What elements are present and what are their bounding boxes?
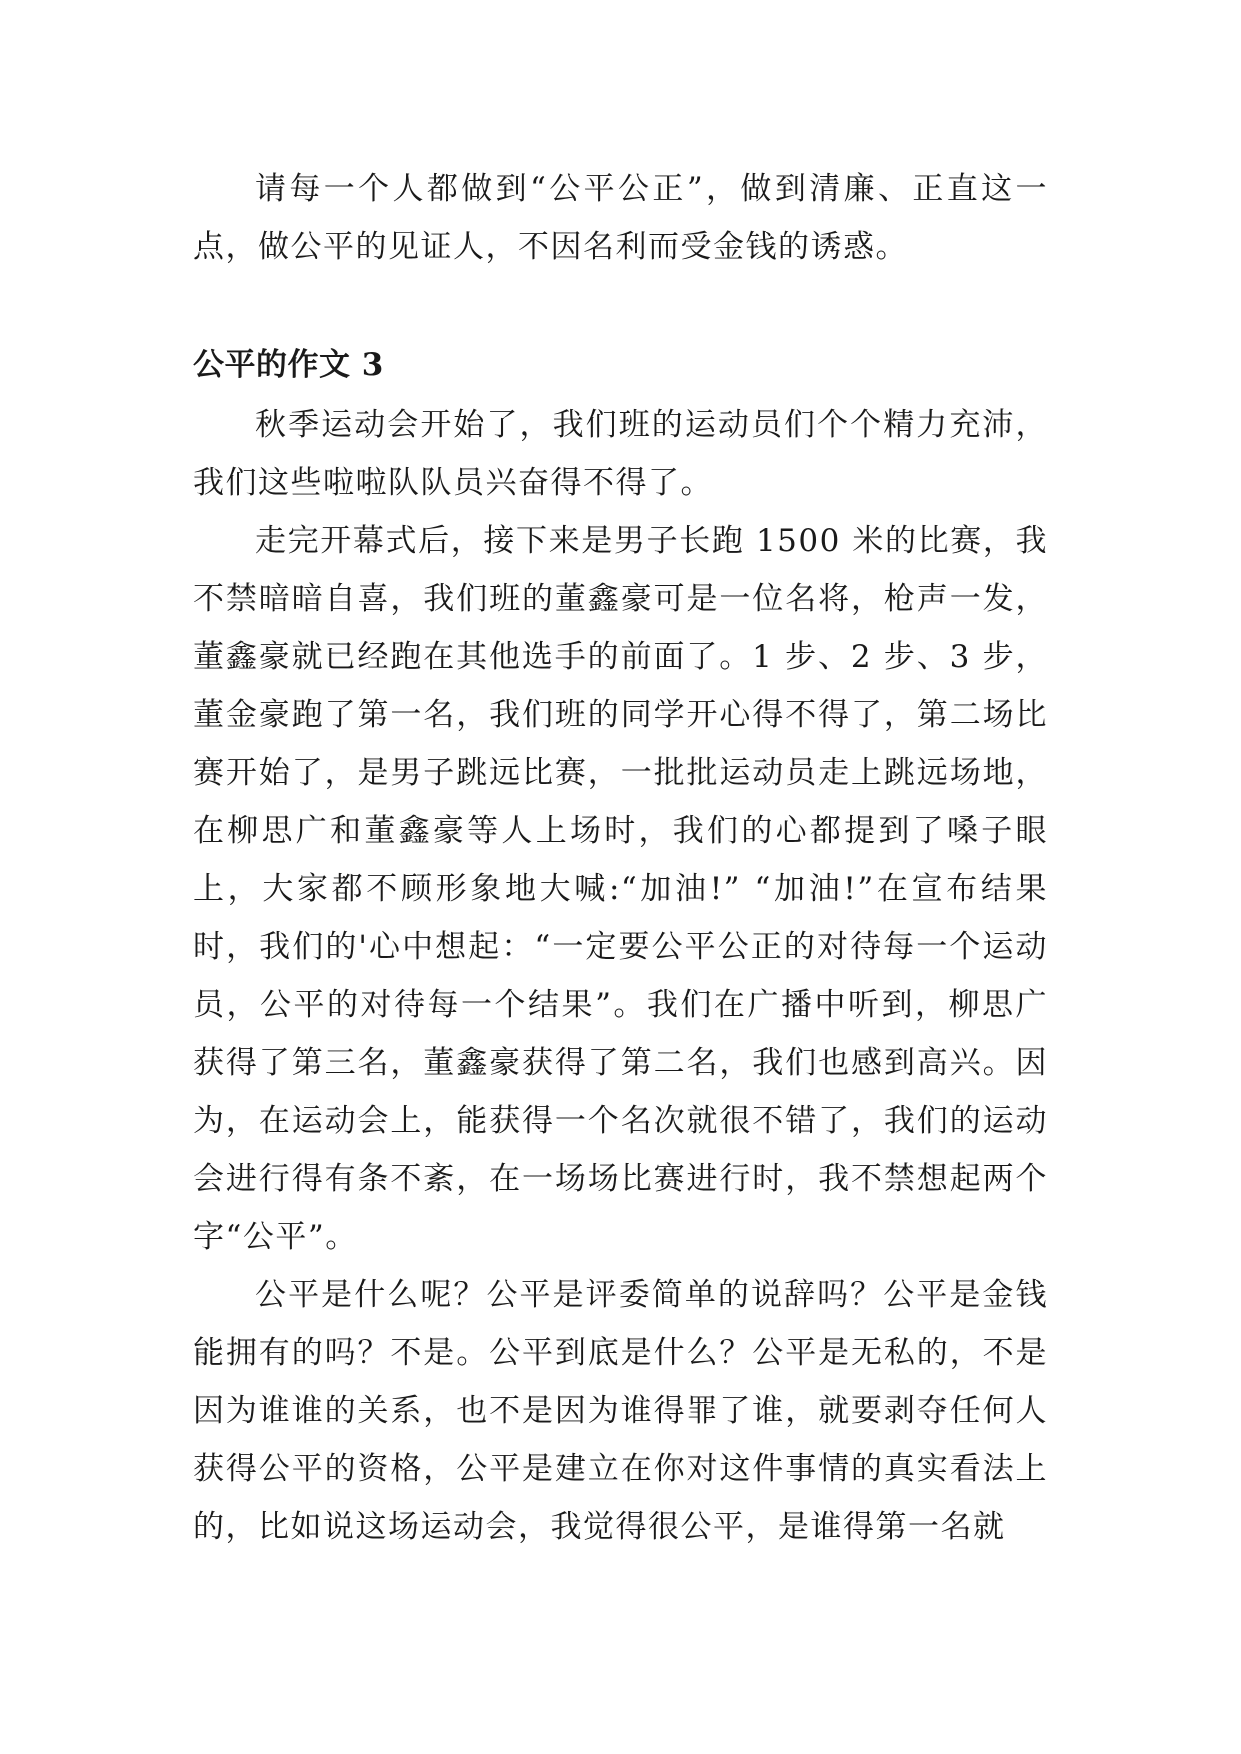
paragraph: 秋季运动会开始了，我们班的运动员们个个精力充沛，我们这些啦啦队队员兴奋得不得了。 (193, 407, 1048, 501)
paragraph: 请每一个人都做到“公平公正”，做到清廉、正直这一点，做公平的见证人，不因名利而受金钱的诱惑。 (193, 171, 1048, 265)
paragraph: 公平是什么呢？公平是评委简单的说辞吗？公平是金钱能拥有的吗？不是。公平到底是什么？公平是无私的，不是因为谁谁的关系，也不是因为谁得罪了谁，就要剥夺任何人获得公平的资格，公平是建立在你对这件事情的真实看法上的，比如说这场运动会，我觉得很公平，是谁得第一名就 (193, 1277, 1048, 1545)
essay-section (193, 336, 1048, 1556)
paragraph: 走完开幕式后，接下来是男子长跑 1500 米的比赛，我不禁暗暗自喜，我们班的董鑫豪可是一位名将，枪声一发，董鑫豪就已经跑在其他选手的前面了。1 步、2 步、3 步，董金豪跑了第一名，我们班的同学开心得不得了，第二场比赛开始了，是男子跳远比赛，一批批运动员走上跳远场地，在柳思广和董鑫豪等人上场时，我们的心都提到了嗓子眼上，大家都不顾形象地大喊:“加油!” “加油!”在宣布结果时，我们的'心中想起：“一定要公平公正的对待每一个运动员，公平的对待每一个结果”。我们在广播中听到，柳思广获得了第三名，董鑫豪获得了第二名，我们也感到高兴。因为，在运动会上，能获得一个名次就很不错了，我们的运动会进行得有条不紊，在一场场比赛进行时，我不禁想起两个字“公平”。 (193, 523, 1048, 1255)
section-heading: 公平的作文 3 (193, 347, 384, 383)
closing-section (193, 160, 1048, 276)
